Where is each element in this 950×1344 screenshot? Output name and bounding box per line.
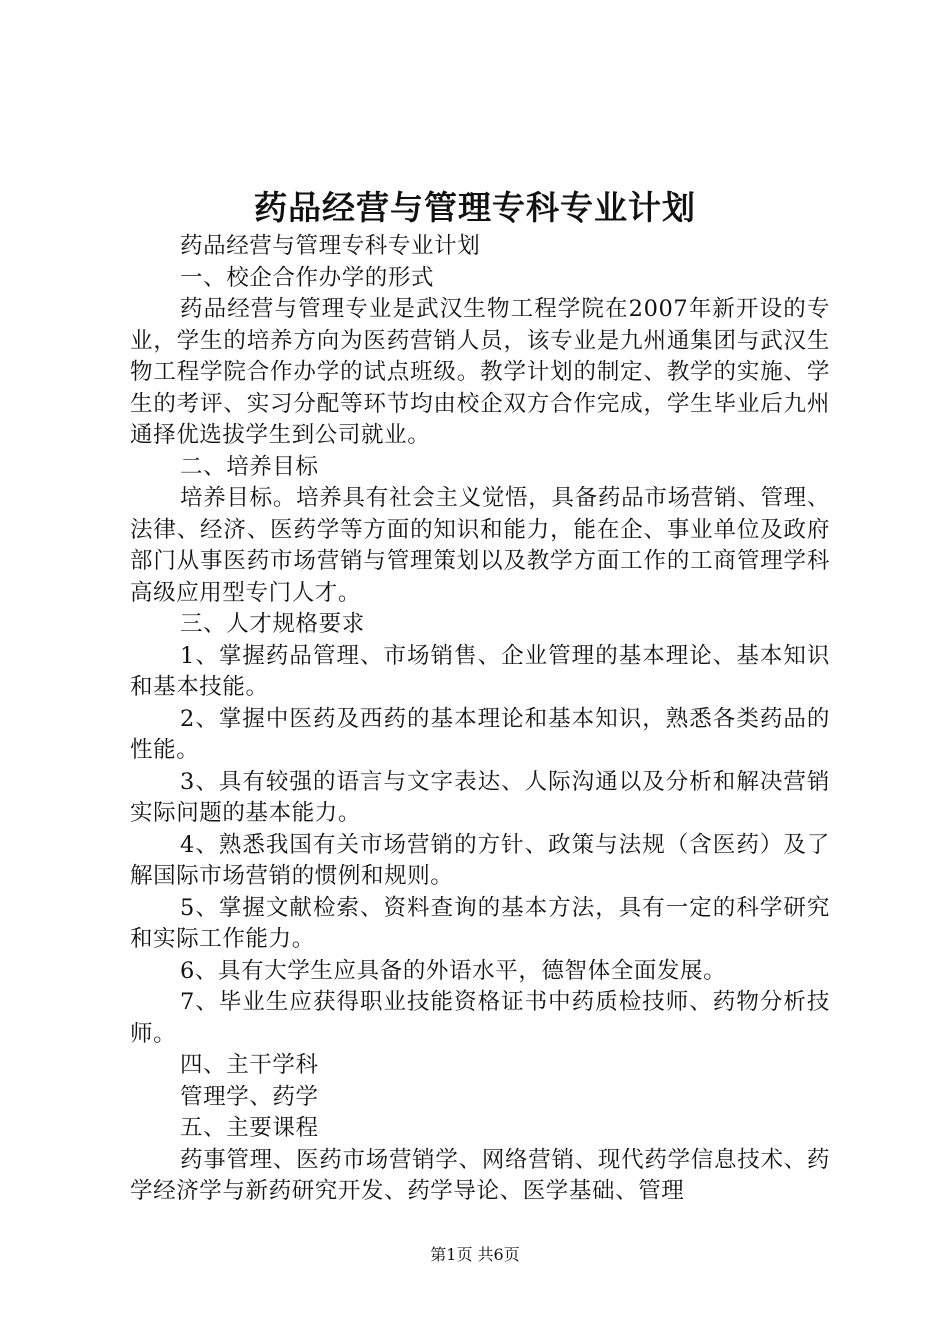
section-heading-3: 三、人才规格要求 [180,611,365,637]
list-item: 1、掌握药品管理、市场销售、企业管理的基本理论、基本知识和基本技能。 [130,642,830,700]
document-body [130,231,830,1208]
section-heading-1: 一、校企合作办学的形式 [180,264,435,291]
document-title: 药品经营与管理专科专业计划 [254,188,696,227]
paragraph: 管理学、药学 [180,1083,319,1110]
list-item: 5、掌握文献检索、资料查询的基本方法，具有一定的科学研究和实际工作能力。 [130,894,830,952]
paragraph: 培养目标。培养具有社会主义觉悟，具备药品市场营销、管理、法律、经济、医药学等方面的知识和能力，能在企、事业单位及政府部门从事医药市场营销与管理策划以及教学方面工作的工商管理学科高级应用型专门人才。 [130,485,830,606]
list-item: 6、具有大学生应具备的外语水平，德智体全面发展。 [180,957,727,984]
list-item: 4、熟悉我国有关市场营销的方针、政策与法规（含医药）及了解国际市场营销的惯例和规则。 [130,831,830,889]
page-footer: 第1页 共6页 [430,1245,520,1264]
list-item: 7、毕业生应获得职业技能资格证书中药质检技师、药物分析技师。 [130,989,830,1047]
list-item: 3、具有较强的语言与文字表达、人际沟通以及分析和解决营销实际问题的基本能力。 [130,768,830,826]
list-item: 2、掌握中医药及西药的基本理论和基本知识，熟悉各类药品的性能。 [130,705,830,763]
paragraph: 药品经营与管理专业是武汉生物工程学院在2007年新开设的专业，学生的培养方向为医药营销人员，该专业是九州通集团与武汉生物工程学院合作办学的试点班级。教学计划的制定、教学的实施、学生的考评、实习分配等环节均由校企双方合作完成，学生毕业后九州通择优选拔学生到公司就业。 [130,296,830,448]
section-heading-4: 四、主干学科 [180,1052,319,1078]
section-heading-5: 五、主要课程 [180,1115,319,1141]
paragraph-subtitle: 药品经营与管理专科专业计划 [180,233,481,259]
section-heading-2: 二、培养目标 [180,453,319,480]
paragraph: 药事管理、医药市场营销学、网络营销、现代药学信息技术、药学经济学与新药研究开发、药学导论、医学基础、管理 [130,1146,830,1204]
